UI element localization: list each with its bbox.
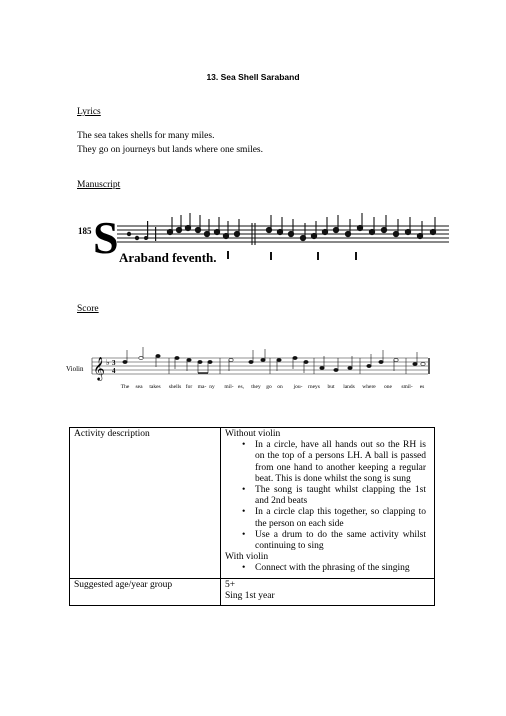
- list-item: • In a circle clap this together, so clapping to the person on each side: [255, 507, 430, 529]
- underlay-syllable: one: [384, 384, 392, 390]
- underlay-syllable: smil-: [401, 384, 413, 390]
- score-heading: Score: [77, 304, 99, 314]
- manuscript-heading: Manuscript: [77, 180, 121, 190]
- underlay-syllable: they: [251, 384, 261, 390]
- bullet-list: [225, 563, 430, 574]
- underlay-syllable: es: [419, 384, 425, 390]
- lyrics-line-2: They go on journeys but lands where one smiles.: [77, 145, 264, 155]
- list-item: • Use a drum to do the same activity whilst continuing to sing: [255, 530, 430, 552]
- instrument-label: Violin: [66, 365, 84, 373]
- underlay-syllable: takes: [149, 384, 161, 390]
- underlay-syllable: go: [266, 384, 272, 390]
- manuscript-number: 185: [78, 226, 92, 236]
- treble-clef: 𝄞: [93, 356, 105, 380]
- bullet-list: [225, 440, 430, 552]
- table-row: [70, 428, 435, 579]
- manuscript-initial-s: S: [93, 212, 119, 263]
- year-value: Sing 1st year: [225, 590, 275, 601]
- list-item: • Connect with the phrasing of the singing: [255, 563, 430, 574]
- section-title: Without violin: [225, 429, 281, 439]
- underlay-syllable: rneys: [308, 384, 320, 390]
- lyrics-line-1: The sea takes shells for many miles.: [77, 131, 215, 141]
- time-signature-lower: 4: [112, 367, 116, 375]
- underlay-syllable: jou-: [293, 384, 303, 390]
- underlay-syllable: on: [277, 384, 283, 390]
- underlay-syllable: shells: [168, 384, 182, 390]
- underlay-syllable: for: [185, 384, 193, 390]
- row-label: Suggested age/year group: [70, 578, 221, 605]
- underlay-syllable: ma-: [197, 384, 207, 390]
- underlay-syllable: sea: [135, 384, 143, 390]
- table-row: [70, 578, 435, 605]
- activity-table: [69, 427, 435, 606]
- score-image: [66, 346, 432, 394]
- key-flat: ♭: [106, 358, 110, 367]
- section-title: With violin: [225, 552, 269, 563]
- page-title: 13. Sea Shell Saraband: [206, 72, 300, 82]
- list-item: • The song is taught whilst clapping the 1st and 2nd beats: [255, 485, 430, 507]
- lyrics-heading: Lyrics: [77, 107, 101, 117]
- age-value: 5+: [225, 579, 236, 590]
- activity-description-cell: [221, 428, 435, 579]
- underlay-syllable: es,: [238, 384, 244, 390]
- age-group-cell: [221, 578, 435, 605]
- manuscript-image: [77, 205, 449, 267]
- list-item: • In a circle, have all hands out so the RH is on the top of a persons LH. A ball is passed from one hand to another keeping a regular beat. This is done whilst the song is sung: [255, 440, 430, 485]
- underlay-syllable: but: [327, 384, 335, 390]
- manuscript-caption: Araband feventh.: [119, 250, 217, 265]
- time-signature: 3: [112, 359, 116, 367]
- underlay-syllable: lands: [343, 384, 355, 390]
- underlay-syllable: ny: [209, 384, 215, 390]
- underlay-syllable: where: [362, 384, 376, 390]
- underlay-syllable: The: [120, 384, 130, 390]
- underlay-syllable: mil-: [224, 384, 234, 390]
- row-label: Activity description: [70, 428, 221, 579]
